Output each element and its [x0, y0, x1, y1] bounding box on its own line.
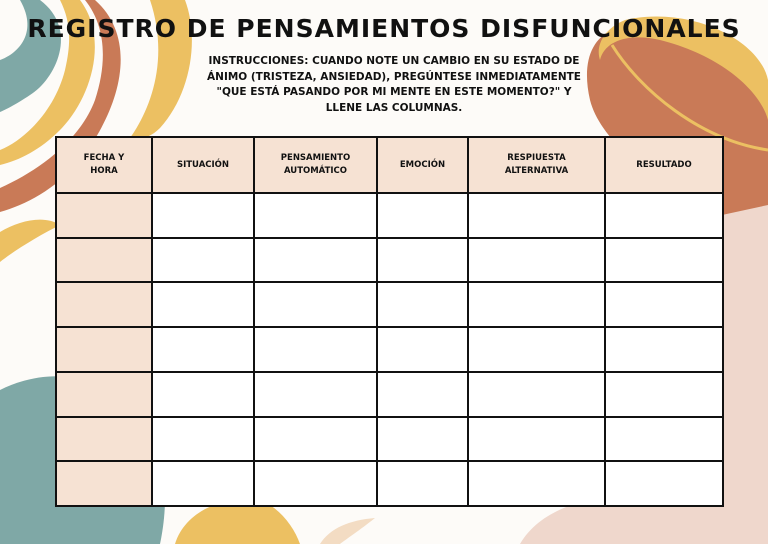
- table-cell[interactable]: [254, 193, 377, 238]
- table-row: [56, 372, 723, 417]
- column-header-situacion: SITUACIÓN: [152, 137, 254, 193]
- page-title: REGISTRO DE PENSAMIENTOS DISFUNCIONALES: [27, 14, 741, 43]
- table-cell[interactable]: [254, 238, 377, 283]
- column-header-fecha-hora: FECHA Y HORA: [56, 137, 152, 193]
- column-header-resultado: RESULTADO: [605, 137, 723, 193]
- table-cell[interactable]: [152, 238, 254, 283]
- table-cell[interactable]: [56, 417, 152, 462]
- table-cell[interactable]: [605, 193, 723, 238]
- table-cell[interactable]: [377, 417, 468, 462]
- mustard-swoosh-shape: [0, 220, 60, 262]
- table-cell[interactable]: [468, 417, 605, 462]
- thought-record-table: [55, 136, 724, 507]
- table-cell[interactable]: [254, 372, 377, 417]
- table-cell[interactable]: [605, 238, 723, 283]
- table-cell[interactable]: [468, 372, 605, 417]
- column-header-emocion: EMOCIÓN: [377, 137, 468, 193]
- table-cell[interactable]: [152, 372, 254, 417]
- table-cell[interactable]: [254, 327, 377, 372]
- table-cell[interactable]: [56, 327, 152, 372]
- table-cell[interactable]: [377, 238, 468, 283]
- table-cell[interactable]: [254, 417, 377, 462]
- table-cell[interactable]: [152, 282, 254, 327]
- table-cell[interactable]: [605, 372, 723, 417]
- table-cell[interactable]: [377, 193, 468, 238]
- table-cell[interactable]: [56, 461, 152, 506]
- table-cell[interactable]: [377, 327, 468, 372]
- table-cell[interactable]: [56, 193, 152, 238]
- table-cell[interactable]: [605, 327, 723, 372]
- table-cell[interactable]: [377, 282, 468, 327]
- table-cell[interactable]: [605, 282, 723, 327]
- table-cell[interactable]: [56, 282, 152, 327]
- table-cell[interactable]: [254, 461, 377, 506]
- table-cell[interactable]: [254, 282, 377, 327]
- table-row: [56, 327, 723, 372]
- leaf-shape: [320, 518, 375, 544]
- column-header-pensamiento-automatico: PENSAMIENTO AUTOMÁTICO: [254, 137, 377, 193]
- table-cell[interactable]: [377, 372, 468, 417]
- table-cell[interactable]: [468, 193, 605, 238]
- table-cell[interactable]: [56, 372, 152, 417]
- column-header-respuesta-alternativa: RESPIUESTA ALTERNATIVA: [468, 137, 605, 193]
- table-cell[interactable]: [468, 282, 605, 327]
- table-cell[interactable]: [605, 417, 723, 462]
- table-cell[interactable]: [377, 461, 468, 506]
- table-cell[interactable]: [152, 417, 254, 462]
- table-row: [56, 193, 723, 238]
- table-cell[interactable]: [152, 193, 254, 238]
- table-row: [56, 282, 723, 327]
- table-row: [56, 238, 723, 283]
- table-row: [56, 417, 723, 462]
- table-cell[interactable]: [152, 327, 254, 372]
- table-cell[interactable]: [56, 238, 152, 283]
- instructions-text: INSTRUCCIONES: CUANDO NOTE UN CAMBIO EN SU ESTADO DE ÁNIMO (TRISTEZA, ANSIEDAD), PREGÚNTESE INMEDIATAMENTE "QUE ESTÁ PASANDO POR MI MENTE EN ESTE MOMENTO?" Y LLENE LAS COLUMNAS.: [207, 55, 581, 114]
- table-cell[interactable]: [468, 327, 605, 372]
- table-cell[interactable]: [152, 461, 254, 506]
- table-cell[interactable]: [468, 238, 605, 283]
- table-header-row: [56, 137, 723, 193]
- table-row: [56, 461, 723, 506]
- table-cell[interactable]: [605, 461, 723, 506]
- table-cell[interactable]: [468, 461, 605, 506]
